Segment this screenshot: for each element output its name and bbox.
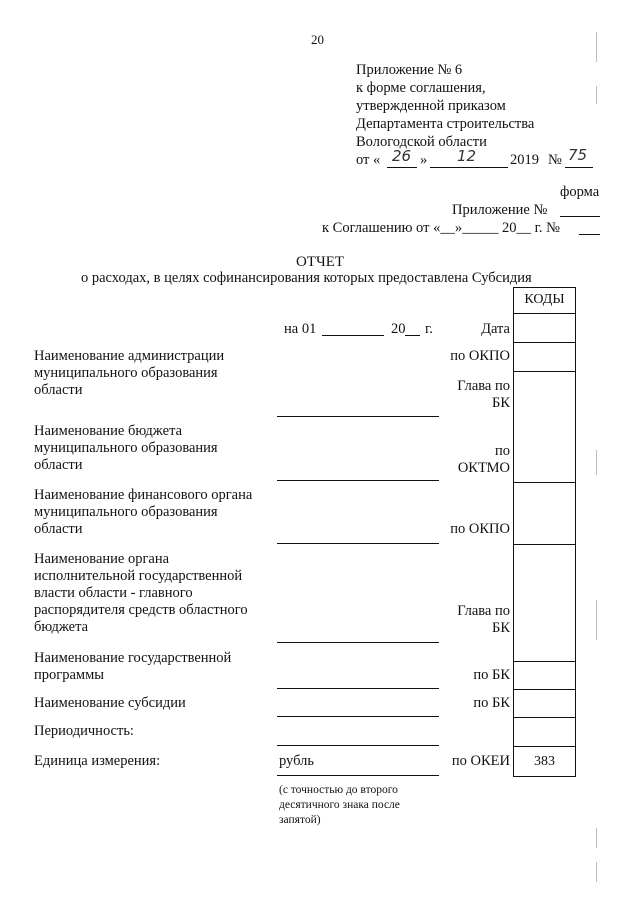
code-label-date: Дата: [481, 321, 510, 337]
unit-value: рубль: [279, 753, 314, 769]
scan-edge-mark: [596, 450, 597, 475]
codes-header: КОДЫ: [524, 292, 565, 307]
unit-field: [277, 775, 439, 776]
report-subtitle: о расходах, в целях софинансирования которых предоставлена Субсидия: [81, 270, 532, 286]
period-label: Периодичность:: [34, 723, 134, 739]
fin-organ-label: Наименование финансового органа муниципального образования области: [34, 487, 253, 537]
fin-organ-field: [277, 543, 439, 544]
date-month-underline: [430, 167, 508, 168]
codes-left-extension: [513, 314, 514, 329]
code-label-bk-subsidy: по БК: [473, 695, 510, 711]
date-month: 12: [457, 147, 477, 165]
codes-row-divider: [514, 717, 575, 718]
budget-field: [277, 480, 439, 481]
admin-field: [277, 416, 439, 417]
as-of-year-prefix: 20: [391, 321, 406, 337]
scan-edge-mark: [596, 862, 597, 882]
admin-label: Наименование администрации муниципального образования области: [34, 348, 225, 398]
form-appendix-number-blank: [560, 216, 600, 217]
page-number: 20: [311, 32, 324, 47]
as-of-suffix: г.: [425, 321, 433, 337]
subsidy-label: Наименование субсидии: [34, 695, 186, 711]
date-prefix: от «: [356, 152, 381, 168]
report-title: ОТЧЕТ: [295, 254, 345, 270]
appendix-line-5: Вологодской области: [356, 134, 487, 150]
date-mid: »: [420, 152, 428, 168]
budget-label: Наименование бюджета муниципального образования области: [34, 423, 218, 473]
doc-number-underline: [565, 167, 593, 168]
period-field: [277, 745, 439, 746]
number-sign: №: [548, 152, 562, 168]
scan-edge-mark: [596, 86, 597, 104]
appendix-line-1: Приложение № 6: [356, 62, 463, 78]
date-day-underline: [387, 167, 417, 168]
exec-organ-label: Наименование органа исполнительной государственной власти области - главного распорядителя средств областного бюджета: [34, 551, 248, 635]
code-label-glava-admin: Глава по БК: [457, 378, 510, 411]
as-of-year-blank: [405, 335, 420, 336]
codes-row-divider: [514, 342, 575, 343]
code-label-okpo-fin: по ОКПО: [450, 521, 510, 537]
codes-row-divider: [514, 689, 575, 690]
exec-organ-field: [277, 642, 439, 643]
scan-edge-mark: [596, 32, 597, 62]
codes-table: [513, 287, 576, 777]
agreement-number-blank: [579, 234, 600, 235]
scan-edge-mark: [596, 600, 597, 640]
program-label: Наименование государственной программы: [34, 650, 232, 683]
codes-row-divider: [514, 661, 575, 662]
code-label-okei: по ОКЕИ: [451, 753, 510, 769]
unit-note: (с точностью до второго десятичного знака после запятой): [279, 784, 400, 826]
code-label-glava-exec: Глава по БК: [457, 603, 510, 636]
program-field: [277, 688, 439, 689]
subsidy-field: [277, 716, 439, 717]
codes-row-divider: [514, 313, 575, 314]
date-day: 26: [392, 147, 412, 165]
as-of-month-blank: [322, 335, 384, 336]
as-of-prefix: на 01: [284, 321, 317, 337]
code-label-oktmo: по ОКТМО: [457, 443, 510, 476]
doc-number: 75: [568, 146, 588, 164]
form-appendix-number: Приложение №: [452, 202, 548, 218]
codes-row-divider: [514, 746, 575, 747]
codes-row-divider: [514, 544, 575, 545]
code-label-okpo-admin: по ОКПО: [450, 348, 510, 364]
agreement-line: к Соглашению от «__»_____ 20__ г. №: [322, 220, 560, 236]
unit-label: Единица измерения:: [34, 753, 161, 769]
appendix-line-2: к форме соглашения,: [356, 80, 486, 96]
scan-edge-mark: [596, 828, 597, 848]
forma-label: форма: [560, 184, 600, 200]
codes-row-divider: [514, 371, 575, 372]
appendix-line-4: Департамента строительства: [356, 116, 535, 132]
codes-row-divider: [514, 482, 575, 483]
code-label-bk-program: по БК: [473, 667, 510, 683]
date-year: 2019: [510, 152, 539, 168]
appendix-line-3: утвержденной приказом: [356, 98, 506, 114]
okei-code-value: 383: [534, 754, 555, 769]
